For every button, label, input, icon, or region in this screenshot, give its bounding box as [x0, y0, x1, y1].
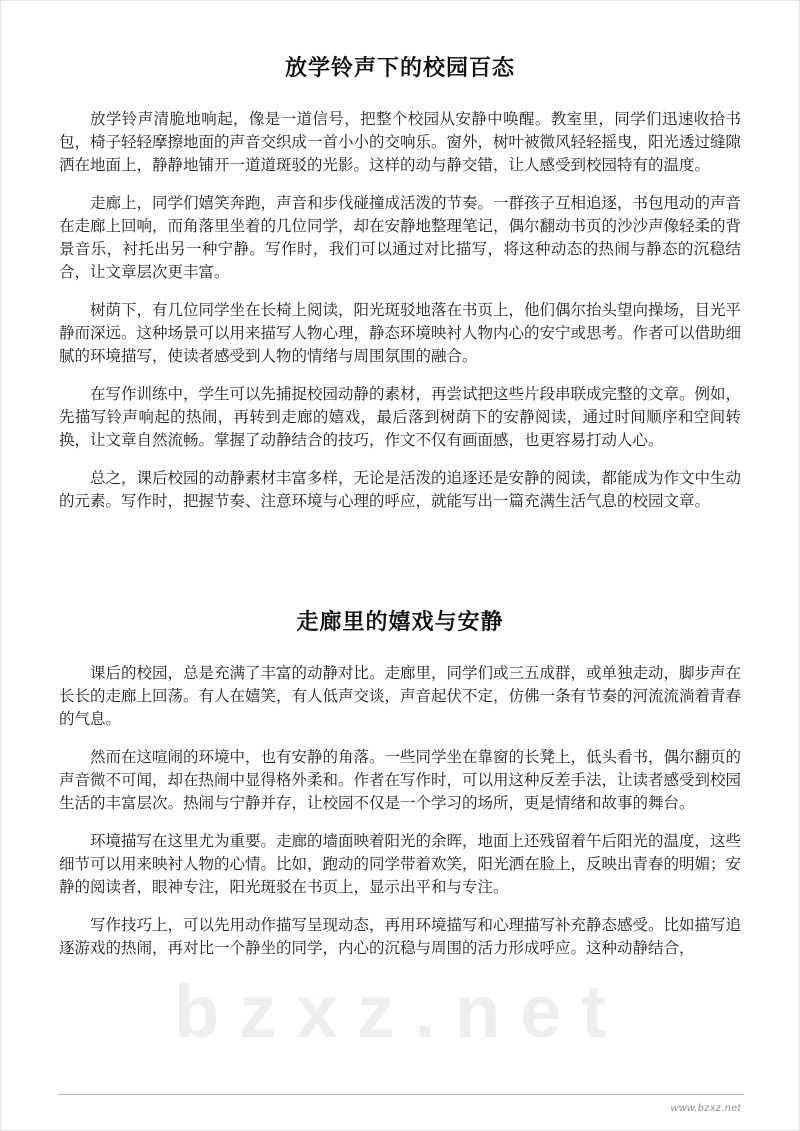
article-first [59, 51, 741, 513]
paragraph: 走廊上，同学们嬉笑奔跑，声音和步伐碰撞成活泼的节奏。一群孩子互相追逐，书包甩动的声音在走廊上回响，而角落里坐着的几位同学，却在安静地整理笔记，偶尔翻动书页的沙沙声像轻柔的背景音乐，衬托出另一种宁静。写作时，我们可以通过对比描写，将这种动态的热闹与静态的沉稳结合，让文章层次更丰富。 [59, 195, 742, 281]
footer-divider [58, 1094, 744, 1095]
footer-url: www.bzxz.net [670, 1102, 741, 1114]
article-second [59, 605, 741, 960]
article-title: 走廊里的嬉戏与安静 [296, 609, 504, 634]
paragraph: 放学铃声清脆地响起，像是一道信号，把整个校园从安静中唤醒。教室里，同学们迅速收拾书包，椅子轻轻摩擦地面的声音交织成一首小小的交响乐。窗外，树叶被微风轻轻摇曳，阳光透过缝隙洒在地面上，静静地铺开一道道斑驳的光影。这样的动与静交错，让人感受到校园特有的温度。 [59, 111, 742, 174]
paragraph: 总之，课后校园的动静素材丰富多样，无论是活泼的追逐还是安静的阅读，都能成为作文中生动的元素。写作时，把握节奏、注意环境与心理的呼应，就能写出一篇充满生活气息的校园文章。 [59, 470, 742, 510]
paragraph: 然而在这喧闹的环境中，也有安静的角落。一些同学坐在靠窗的长凳上，低头看书，偶尔翻页的声音微不可闻，却在热闹中显得格外柔和。作者在写作时，可以用这种反差手法，让读者感受到校园生活的丰富层次。热闹与宁静并存，让校园不仅是一个学习的场所，更是情绪和故事的舞台。 [59, 749, 742, 812]
watermark-text: bzxz.net [174, 970, 626, 1053]
page-content [1, 1, 799, 960]
article-title: 放学铃声下的校园百态 [284, 55, 515, 80]
paragraph: 写作技巧上，可以先用动作描写呈现动态，再用环境描写和心理描写补充静态感受。比如描写追逐游戏的热闹，再对比一个静坐的同学，内心的沉稳与周围的活力形成呼应。这种动静结合， [59, 917, 742, 957]
paragraph: 环境描写在这里尤为重要。走廊的墙面映着阳光的余晖，地面上还残留着午后阳光的温度，这些细节可以用来映衬人物的心情。比如，跑动的同学带着欢笑，阳光洒在脸上，反映出青春的明媚；安静的阅读者，眼神专注，阳光斑驳在书页上，显示出平和与专注。 [59, 833, 742, 896]
paragraph: 树荫下，有几位同学坐在长椅上阅读，阳光斑驳地落在书页上，他们偶尔抬头望向操场，目光平静而深远。这种场景可以用来描写人物心理，静态环境映衬人物内心的安宁或思考。作者可以借助细腻的环境描写，使读者感受到人物的情绪与周围氛围的融合。 [59, 302, 742, 365]
paragraph: 在写作训练中，学生可以先捕捉校园动静的素材，再尝试把这些片段串联成完整的文章。例如，先描写铃声响起的热闹，再转到走廊的嬉戏，最后落到树荫下的安静阅读，通过时间顺序和空间转换，让文章自然流畅。掌握了动静结合的技巧，作文不仅有画面感，也更容易打动人心。 [59, 386, 742, 449]
paragraph: 课后的校园，总是充满了丰富的动静对比。走廊里，同学们或三五成群，或单独走动，脚步声在长长的走廊上回荡。有人在嬉笑，有人低声交谈，声音起伏不定，仿佛一条有节奏的河流流淌着青春的气息。 [59, 665, 742, 728]
